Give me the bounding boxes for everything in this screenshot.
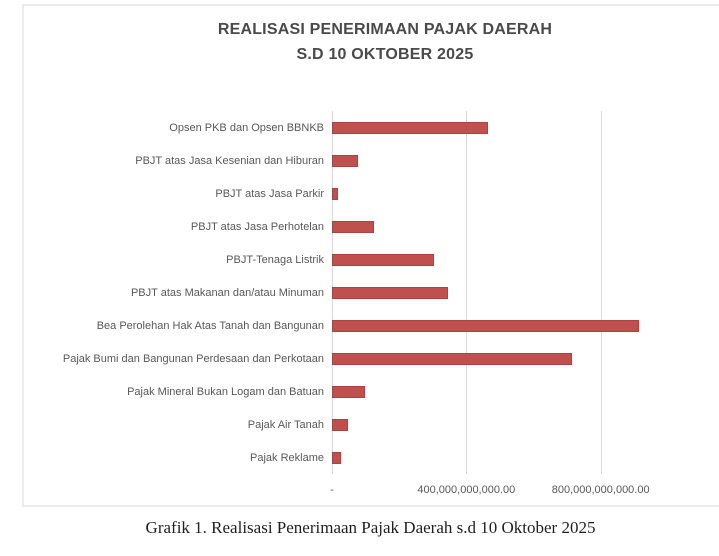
bar[interactable] xyxy=(332,386,365,398)
bar-row xyxy=(332,342,719,375)
bar-row xyxy=(332,408,719,441)
bar[interactable] xyxy=(332,320,639,332)
x-tick-label: - xyxy=(330,484,334,496)
category-axis xyxy=(24,111,324,474)
category-label: Pajak Mineral Bukan Logam dan Batuan xyxy=(127,385,324,398)
category-label: PBJT atas Jasa Kesenian dan Hiburan xyxy=(135,154,324,167)
bar-row xyxy=(332,144,719,177)
bar[interactable] xyxy=(332,353,572,365)
figure-caption: Grafik 1. Realisasi Penerimaan Pajak Daerah s.d 10 Oktober 2025 xyxy=(145,518,596,537)
chart-title xyxy=(24,18,719,68)
category-label: PBJT atas Makanan dan/atau Minuman xyxy=(130,286,324,299)
bar-row xyxy=(332,243,719,276)
chart-frame[interactable] xyxy=(22,4,719,507)
bar-row xyxy=(332,210,719,243)
category-label: PBJT atas Jasa Parkir xyxy=(215,187,324,200)
category-label: Bea Perolehan Hak Atas Tanah dan Bangunan xyxy=(96,319,324,332)
bar-row xyxy=(332,276,719,309)
category-label: Pajak Reklame xyxy=(250,451,324,464)
bar[interactable] xyxy=(332,254,434,266)
plot-area xyxy=(332,111,719,474)
bar[interactable] xyxy=(332,221,374,233)
bar-row xyxy=(332,375,719,408)
value-axis xyxy=(332,484,719,500)
chart-title-line-2: S.D 10 OKTOBER 2025 xyxy=(296,45,474,63)
bar-row xyxy=(332,111,719,144)
bar[interactable] xyxy=(332,419,348,431)
bar[interactable] xyxy=(332,452,341,464)
chart-title-line-1: REALISASI PENERIMAAN PAJAK DAERAH xyxy=(217,21,553,38)
bar[interactable] xyxy=(332,155,358,167)
bar[interactable] xyxy=(332,188,338,200)
category-label: Opsen PKB dan Opsen BBNKB xyxy=(169,121,324,134)
bar[interactable] xyxy=(332,287,448,299)
category-label: PBJT atas Jasa Perhotelan xyxy=(190,220,324,233)
category-label: PBJT-Tenaga Listrik xyxy=(226,253,324,266)
bar[interactable] xyxy=(332,122,488,134)
bar-row xyxy=(332,177,719,210)
category-label: Pajak Bumi dan Bangunan Perdesaan dan Perkotaan xyxy=(62,352,324,365)
category-label: Pajak Air Tanah xyxy=(247,418,324,431)
bar-row xyxy=(332,441,719,474)
bar-row xyxy=(332,309,719,342)
x-tick-label: 400,000,000,000.00 xyxy=(417,484,516,496)
x-tick-label: 800,000,000,000.00 xyxy=(551,484,650,496)
